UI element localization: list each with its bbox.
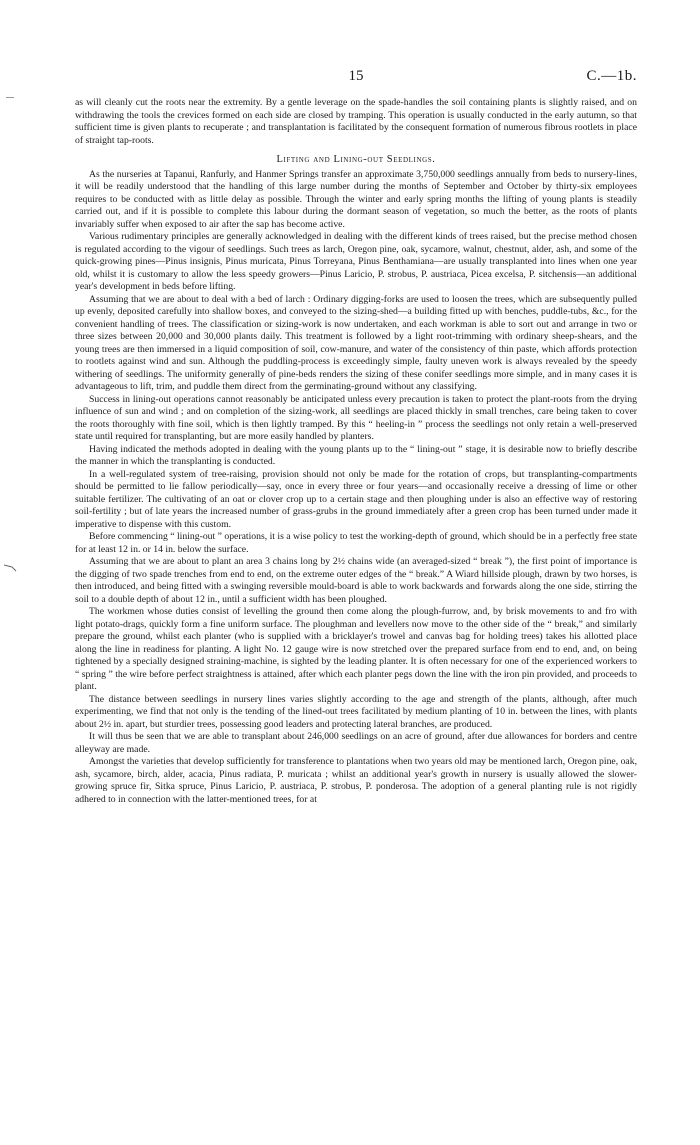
paragraph: Having indicated the methods adopted in dealing with the young plants up to the “ lining-out ” stage, it is desirable now to briefly describe the manner in which the transplanting is conducted.: [75, 443, 637, 467]
paragraph: The workmen whose duties consist of levelling the ground then come along the plough-furrow, and, by brisk movements to and fro with light potato-drags, quickly form a fine uniform surface. The ploughman and levellers now move to the other side of the “ break,” and similarly prepare the ground, whilst each planter (who is supplied with a bricklayer's trowel and canvas bag for holding trees) takes his allotted place along the line in readiness for planting. A light No. 12 gauge wire is now stretched over the prepared surface from end to end, and, on being tightened by a specially designed straining-machine, is sighted by the leading planter. It is often necessary for one of the experienced workers to “ spring ” the wire before perfect straightness is attained, after which each planter pegs down the line with the iron pin provided, and proceeds to plant.: [75, 606, 637, 692]
margin-tick-icon: [3, 563, 17, 573]
paragraph: Assuming that we are about to plant an area 3 chains long by 2½ chains wide (an averaged-sized “ break ”), the first point of importance is the digging of two spade trenches from end to end, on the extreme outer edges of the “ break.” A Wiard hillside plough, drawn by two horses, is then introduced, and being fitted with a swinging reversible mould-board is able to work backwards and forwards along the one side, stirring the soil to a double depth of about 12 in., until a sufficient width has been ploughed.: [75, 556, 637, 605]
page-number: 15: [348, 68, 364, 84]
page-header: [75, 68, 637, 88]
paragraph: The distance between seedlings in nursery lines varies slightly according to the age and strength of the plants, although, after much experimenting, we find that not only is the tending of the lined-out trees facilitated by medium planting of 10 in. between the lines, with plants about 2½ in. apart, but sturdier trees, possessing good leaders and protecting lateral branches, are produced.: [75, 693, 637, 730]
paragraph-continued: as will cleanly cut the roots near the extremity. By a gentle leverage on the spade-handles the soil containing plants is slightly raised, and on withdrawing the tools the crevices formed on each side are closed by tramping. This operation is usually conducted in the early autumn, so that sufficient time is given plants to recuperate ; and transplantation is facilitated by the consequent formation of numerous fibrous rootlets in place of straight tap-roots.: [75, 97, 637, 146]
paragraph: It will thus be seen that we are able to transplant about 246,000 seedlings on an acre of ground, after due allowances for borders and centre alleyway are made.: [75, 731, 637, 755]
paragraph: Before commencing “ lining-out ” operations, it is a wise policy to test the working-depth of ground, which should be in a perfectly free state for at least 12 in. or 14 in. below the surface.: [75, 531, 637, 555]
document-reference: C.—1b.: [586, 68, 637, 84]
paragraph: Success in lining-out operations cannot reasonably be anticipated unless every precaution is taken to protect the plant-roots from the drying influence of sun and wind ; and on completion of the sizing-work, all seedlings are placed thickly in small trenches, care being taken to cover the roots thoroughly with fine soil, which is then lightly tramped. By this “ heeling-in ” process the seedlings not only retain a well-preserved state until required for transplanting, but are more easily handled by planters.: [75, 393, 637, 442]
paragraph: In a well-regulated system of tree-raising, provision should not only be made for the rotation of crops, but transplanting-compartments should be permitted to lie fallow periodically—say, once in every three or four years—and occasionally receive a dressing of lime or other suitable fertilizer. The cultivating of an oat or clover crop up to a certain stage and then ploughing under is also an effective way of restoring soil-fertility ; but of late years the increased number of grass-grubs in the ground immediately after a green crop has been turned under made it imperative to dispense with this custom.: [75, 468, 637, 530]
paragraph: Various rudimentary principles are generally acknowledged in dealing with the different kinds of trees raised, but the precise method chosen is regulated according to the vigour of seedlings. Such trees as larch, Oregon pine, oak, sycamore, walnut, chestnut, alder, ash, and some of the quick-growing pines—Pinus insignis, Pinus muricata, Pinus Torreyana, Pinus Benthamiana—are usually transplanted into lines when one year old, whilst it is customary to allow the less speedy growers—Pinus Laricio, P. strobus, P. austriaca, Picea excelsa, P. sitchensis—an additional year's development in beds before lifting.: [75, 231, 637, 292]
paragraph: Assuming that we are about to deal with a bed of larch : Ordinary digging-forks are used to loosen the trees, which are subsequently pulled up evenly, deposited carefully into shallow boxes, and conveyed to the sizing-shed—a building fitted up with benches, puddle-tubs, &c., for the convenient handling of trees. The classification or sizing-work is now undertaken, and each workman is able to sort out and arrange in two or three sizes between 20,000 and 30,000 plants daily. This treatment is followed by a light root-trimming with ordinary sheep-shears, and the young trees are then immersed in a liquid composition of soil, cow-manure, and water of the consistency of thin paste, which affords protection to rootlets against wind and sun. Although the puddling-process is exceedingly simple, faulty uneven work is always revealed by the speedy withering of seedlings. The uniformity generally of pine-beds renders the sizing of these conifer seedlings more simple, and in many cases it is advantageous to lift, trim, and puddle them direct from the germinating-ground without any classifying.: [75, 293, 637, 392]
section-heading: Lifting and Lining-out Seedlings.: [276, 154, 436, 165]
paragraph: As the nurseries at Tapanui, Ranfurly, and Hanmer Springs transfer an approximate 3,750,000 seedlings annually from beds to nursery-lines, it will be readily understood that the handling of this large number during the months of September and October by thirty-six employees requires to be conducted with as little delay as possible. Through the winter and early spring months the lifting of young plants is steadily carried out, and if it is possible to complete this labour during the dormant season of vegetation, so much the better, as the roots of plants invariably suffer when exposed to air after the sap has become active.: [75, 168, 637, 230]
margin-mark-top: [6, 97, 14, 98]
paragraph: Amongst the varieties that develop sufficiently for transference to plantations when two years old may be mentioned larch, Oregon pine, oak, ash, sycamore, birch, alder, acacia, Pinus radiata, P. muricata ; whilst an additional year's growth in nursery is usually allowed the slower-growing spruce fir, Sitka spruce, Pinus Laricio, P. austriaca, P. strobus, P. ponderosa. The adoption of a general planting rule is not rigidly adhered to in connection with the latter-mentioned trees, for at: [75, 756, 637, 805]
body-text: [75, 97, 637, 806]
